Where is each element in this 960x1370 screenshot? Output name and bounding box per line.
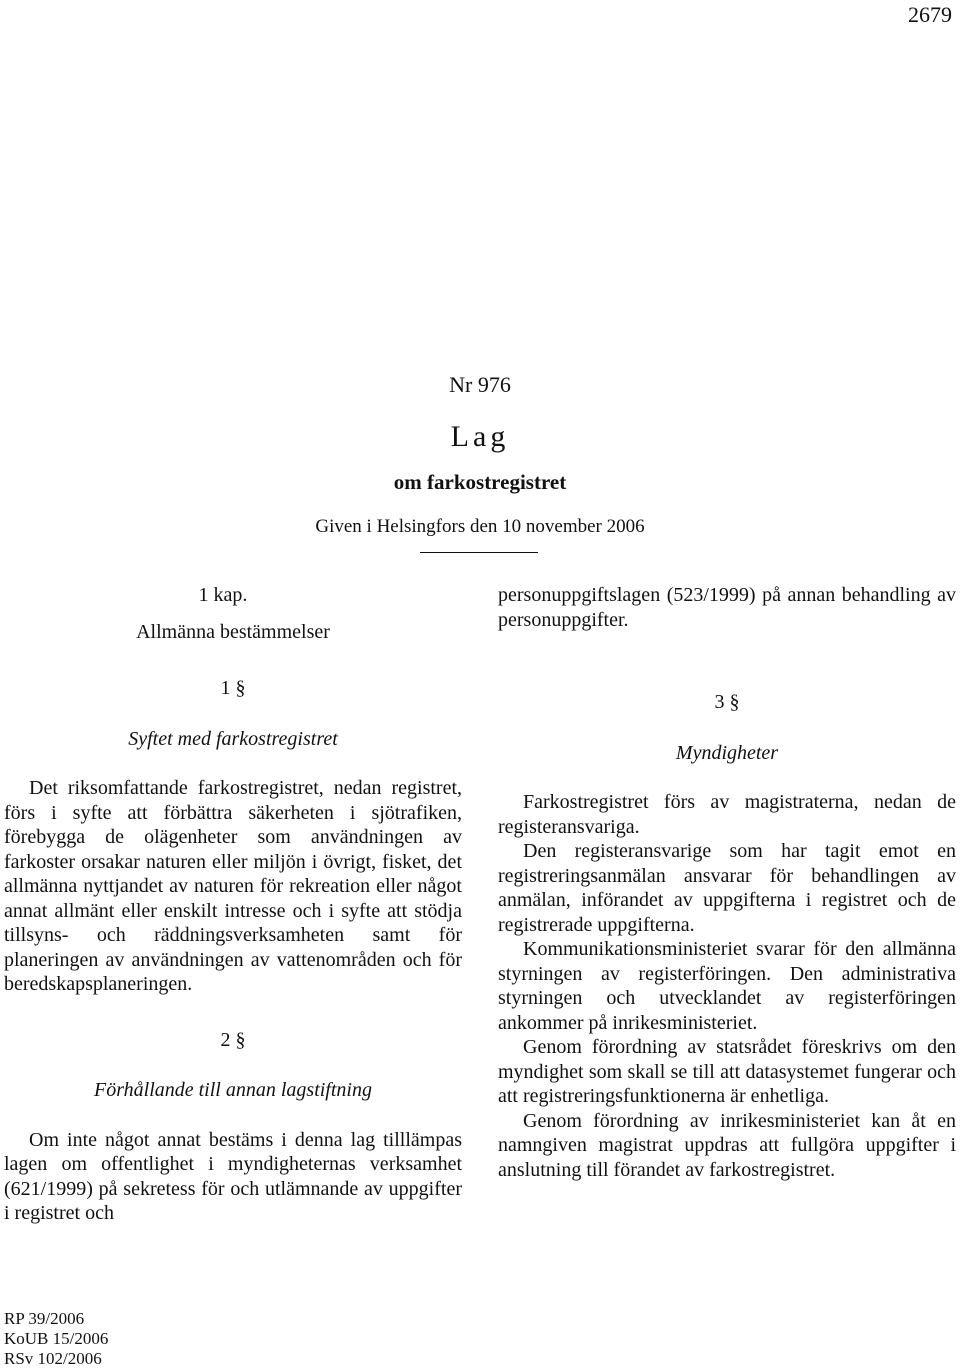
section-3-paragraph: Genom förordning av statsrådet föreskrivs om den myndighet som skall se till att datasystemet fungerar och att registreringsfunktionerna är enhetliga. [498,1036,956,1107]
section-1-number: 1 § [220,677,246,699]
chapter-title: Allmänna bestämmelser [136,620,330,643]
page-number: 2679 [908,2,952,27]
header-divider [420,552,538,553]
section-2-text: Om inte något annat bestäms i denna lag tilllämpas lagen om offentlighet i myndigheternas verksamhet (621/1999) på sekretess för och utlämnande av uppgifter i registret och [4,1128,462,1224]
section-2-heading: Förhållande till annan lagstiftning [94,1079,372,1101]
reference-line: KoUB 15/2006 [4,1329,109,1348]
reference-line: RSv 102/2006 [4,1349,102,1368]
right-column [498,583,956,1182]
section-3-number: 3 § [714,691,740,713]
section-3-paragraph: Kommunikationsministeriet svarar för den allmänna styrningen av registerföringen. Den administrativa styrningen och utvecklandet av registerföringen ankommer på inrikesministeriet. [498,938,956,1034]
legislative-references [4,1309,108,1369]
section-1-heading: Syftet med farkostregistret [128,727,338,750]
section-2-number: 2 § [220,1028,246,1051]
given-date-line: Given i Helsingfors den 10 november 2006 [315,516,645,537]
left-column [4,583,462,1226]
section-3-paragraph: Den registeransvarige som har tagit emot en registreringsanmälan ansvarar för behandlingen av anmälan, införandet av uppgifterna i registret och de registrerade uppgifterna. [498,840,956,936]
section-3-paragraph: Farkostregistret förs av magistraterna, nedan de registeransvariga. [498,791,956,838]
chapter-number: 1 kap. [198,584,248,606]
section-3-paragraph: Genom förordning av inrikesministeriet kan åt en namngiven magistrat uppdras att fullgöra uppgifter i anslutning till förandet av farkostregistret. [498,1109,956,1181]
section-3-heading: Myndigheter [675,741,779,764]
statute-number: Nr 976 [449,372,511,397]
section-1-text: Det riksomfattande farkostregistret, nedan registret, förs i syfte att förbättra säkerheten i sjötrafiken, förebygga de olägenheter som användningen av farkoster orsakar naturen eller miljön i övrigt, fisket, det allmänna nyttjandet av naturen för rekreation eller något annat allmänt eller enskilt intresse och i syfte att stödja tillsyns- och räddningsverksamheten samt för planeringen av användningen av vattenområden och för beredskapsplaneringen. [4,777,462,995]
document-title: om farkostregistret [393,470,567,494]
reference-line: RP 39/2006 [4,1309,85,1328]
document-type: Lag [450,420,510,453]
continuation-text: personuppgiftslagen (523/1999) på annan behandling av personuppgifter. [498,584,956,631]
